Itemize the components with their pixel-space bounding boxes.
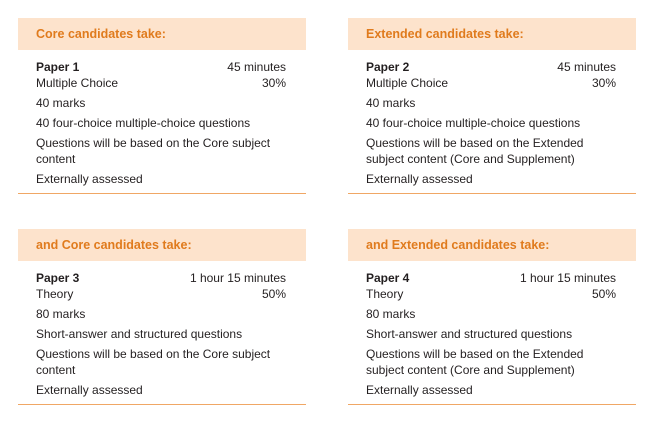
paper-title-row [366, 59, 616, 75]
paper-type: Theory [366, 287, 404, 301]
card-heading: and Core candidates take: [18, 229, 306, 261]
paper-card-extended-2 [348, 18, 636, 194]
paper-format: 40 four-choice multiple-choice questions [366, 116, 581, 130]
paper-type: Theory [36, 287, 74, 301]
paper-marks: 80 marks [36, 307, 86, 321]
paper-duration: 45 minutes [557, 60, 616, 74]
card-body [348, 50, 636, 194]
paper-duration: 1 hour 15 minutes [189, 271, 286, 285]
paper-type-row [36, 286, 286, 302]
paper-duration: 45 minutes [227, 60, 286, 74]
paper-duration: 1 hour 15 minutes [519, 271, 616, 285]
paper-name: Paper 4 [366, 271, 410, 285]
paper-card-core-3 [18, 229, 306, 405]
paper-weight: 50% [591, 287, 616, 301]
paper-name: Paper 1 [36, 60, 80, 74]
card-body [18, 261, 306, 405]
card-heading: and Extended candidates take: [348, 229, 636, 261]
paper-marks: 40 marks [36, 96, 86, 110]
paper-type-row [366, 75, 616, 91]
paper-marks: 40 marks [366, 96, 416, 110]
paper-assessment: Externally assessed [36, 383, 143, 397]
card-body [18, 50, 306, 194]
paper-format: Short-answer and structured questions [36, 327, 243, 341]
paper-content: Questions will be based on the Extended subject content (Core and Supplement) [366, 136, 584, 166]
paper-assessment: Externally assessed [36, 172, 143, 186]
paper-format: 40 four-choice multiple-choice questions [36, 116, 251, 130]
paper-card-core-1 [18, 18, 306, 194]
paper-assessment: Externally assessed [366, 383, 473, 397]
paper-type-row [36, 75, 286, 91]
paper-assessment: Externally assessed [366, 172, 473, 186]
paper-weight: 30% [261, 76, 286, 90]
paper-title-row [36, 270, 286, 286]
paper-card-extended-4 [348, 229, 636, 405]
paper-content: Questions will be based on the Core subject content [36, 347, 271, 377]
paper-weight: 50% [261, 287, 286, 301]
paper-content: Questions will be based on the Core subject content [36, 136, 271, 166]
paper-name: Paper 2 [366, 60, 410, 74]
paper-name: Paper 3 [36, 271, 80, 285]
card-body [348, 261, 636, 405]
card-heading: Core candidates take: [18, 18, 306, 50]
paper-title-row [366, 270, 616, 286]
paper-type-row [366, 286, 616, 302]
paper-type: Multiple Choice [366, 76, 449, 90]
card-heading: Extended candidates take: [348, 18, 636, 50]
paper-format: Short-answer and structured questions [366, 327, 573, 341]
paper-weight: 30% [591, 76, 616, 90]
paper-marks: 80 marks [366, 307, 416, 321]
paper-type: Multiple Choice [36, 76, 119, 90]
paper-content: Questions will be based on the Extended subject content (Core and Supplement) [366, 347, 584, 377]
paper-title-row [36, 59, 286, 75]
